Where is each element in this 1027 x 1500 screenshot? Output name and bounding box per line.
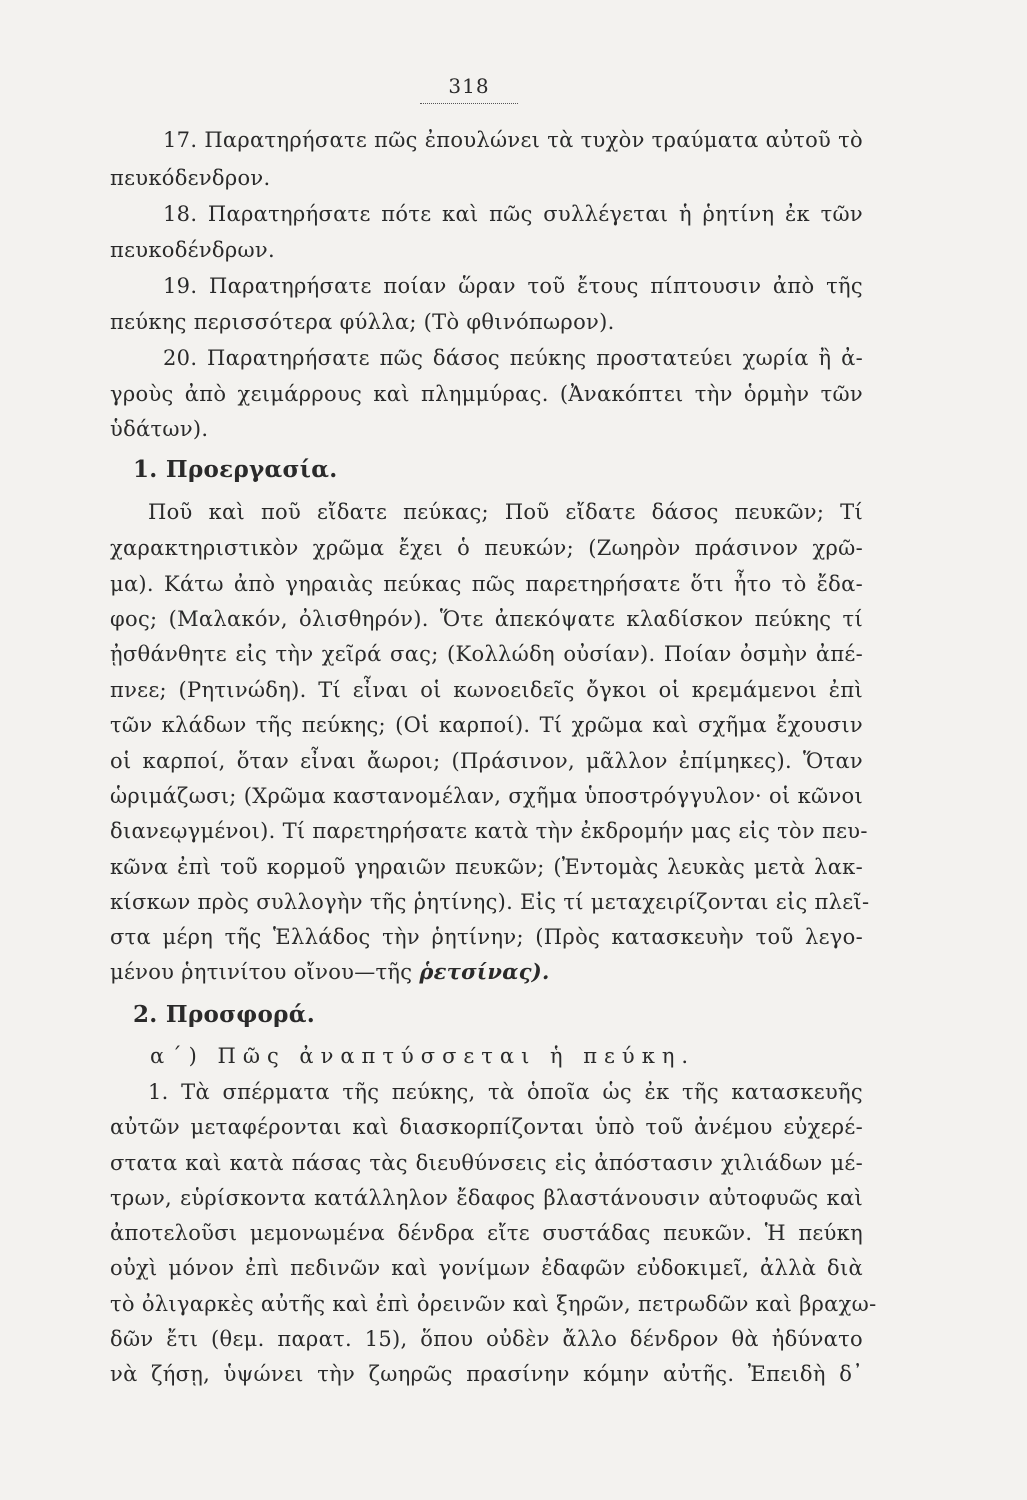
text-line: γροὺς ἀπὸ χειμάρρους καὶ πλημμύρας. (Ἀνακόπτει τὴν ὁρμὴν τῶν xyxy=(110,382,863,406)
text-line: τῶν κλάδων τῆς πεύκης; (Οἱ καρποί). Τί χρῶμα καὶ σχῆμα ἔχουσιν xyxy=(110,713,863,737)
text-line: 17. Παρατηρήσατε πῶς ἐπουλώνει τὰ τυχὸν τραύματα αὐτοῦ τὸ xyxy=(163,128,863,152)
text-line: οἱ καρποί, ὅταν εἶναι ἄωροι; (Πράσινον, μᾶλλον ἐπίμηκες). Ὅταν xyxy=(110,749,863,773)
text-line: αὐτῶν μεταφέρονται καὶ διασκορπίζονται ὑπὸ τοῦ ἀνέμου εὐχερέ- xyxy=(110,1115,863,1139)
text-line: 19. Παρατηρήσατε ποίαν ὥραν τοῦ ἔτους πίπτουσιν ἀπὸ τῆς xyxy=(163,274,863,298)
text-line: τρων, εὑρίσκοντα κατάλληλον ἔδαφος βλαστάνουσιν αὐτοφυῶς καὶ xyxy=(110,1186,863,1210)
text-span: μένου ῥητινίτου οἴνου—τῆς xyxy=(110,960,413,984)
text-line: 18. Παρατηρήσατε πότε καὶ πῶς συλλέγεται ἡ ῥητίνη ἐκ τῶν xyxy=(163,202,863,226)
text-line: 20. Παρατηρήσατε πῶς δάσος πεύκης προστατεύει χωρία ἢ ἀ- xyxy=(163,346,863,370)
text-line: πνεε; (Ρητινώδη). Τί εἶναι οἱ κωνοειδεῖς ὄγκοι οἱ κρεμάμενοι ἐπὶ xyxy=(110,678,863,702)
text-line: διανεῳγμένοι). Τί παρετηρήσατε κατὰ τὴν ἐκδρομήν μας εἰς τὸν πευ- xyxy=(110,819,868,843)
text-line: ἀποτελοῦσι μεμονωμένα δένδρα εἴτε συστάδας πευκῶν. Ἡ πεύκη xyxy=(110,1221,863,1245)
text-line: φος; (Μαλακόν, ὀλισθηρόν). Ὅτε ἀπεκόψατε κλαδίσκον πεύκης τί xyxy=(110,607,863,631)
text-line: ὑδάτων). xyxy=(110,417,209,441)
text-line: οὐχὶ μόνον ἐπὶ πεδινῶν καὶ γονίμων ἐδαφῶν εὐδοκιμεῖ, ἀλλὰ διὰ xyxy=(110,1256,863,1280)
text-line: δῶν ἔτι (θεμ. παρατ. 15), ὅπου οὐδὲν ἄλλο δένδρον θὰ ἠδύνατο xyxy=(110,1327,863,1351)
section-heading-proergasia: 1. Προεργασία. xyxy=(133,456,338,483)
text-line: Ποῦ καὶ ποῦ εἴδατε πεύκας; Ποῦ εἴδατε δάσος πευκῶν; Τί xyxy=(148,500,863,524)
text-line xyxy=(110,1395,863,1425)
text-line: πεύκης περισσότερα φύλλα; (Τὸ φθινόπωρον). xyxy=(110,310,615,334)
text-line: πευκόδενδρον. xyxy=(110,166,271,190)
text-line: 1. Τὰ σπέρματα τῆς πεύκης, τὰ ὁποῖα ὡς ἐκ τῆς κατασκευῆς xyxy=(148,1080,863,1104)
text-line: νὰ ζήσῃ, ὑψώνει τὴν ζωηρῶς πρασίνην κόμην αὐτῆς. Ἐπειδὴ δ᾽ xyxy=(110,1362,863,1386)
text-line: στατα καὶ κατὰ πάσας τὰς διευθύνσεις εἰς ἀπόστασιν χιλιάδων μέ- xyxy=(110,1151,863,1175)
text-line: κῶνα ἐπὶ τοῦ κορμοῦ γηραιῶν πευκῶν; (Ἐντομὰς λευκὰς μετὰ λακ- xyxy=(110,855,863,879)
text-line: ᾐσθάνθητε εἰς τὴν χεῖρά σας; (Κολλώδη οὐσίαν). Ποίαν ὀσμὴν ἀπέ- xyxy=(110,642,863,666)
text-line: κίσκων πρὸς συλλογὴν τῆς ῥητίνης). Εἰς τί μεταχειρίζονται εἰς πλεῖ- xyxy=(110,890,870,914)
text-line: τὸ ὀλιγαρκὲς αὐτῆς καὶ ἐπὶ ὀρεινῶν καὶ ξηρῶν, πετρωδῶν καὶ βραχω- xyxy=(110,1292,877,1316)
text-line: μα). Κάτω ἀπὸ γηραιὰς πεύκας πῶς παρετηρήσατε ὅτι ἦτο τὸ ἔδα- xyxy=(110,572,863,596)
text-line: χαρακτηριστικὸν χρῶμα ἔχει ὁ πευκών; (Ζωηρὸν πράσινον χρῶ- xyxy=(110,536,863,560)
page-number-rule xyxy=(420,103,518,104)
page-number: 318 xyxy=(448,74,490,98)
text-line xyxy=(110,957,550,987)
text-line: ὡριμάζωσι; (Χρῶμα καστανομέλαν, σχῆμα ὑποστρόγγυλον· οἱ κῶνοι xyxy=(110,784,863,808)
text-line: πευκοδένδρων. xyxy=(110,238,275,262)
section-heading-prosfora: 2. Προσφορά. xyxy=(133,1001,316,1028)
subsection-title: α΄) Πῶς ἀναπτύσσεται ἡ πεύκη. xyxy=(150,1044,696,1068)
emphasis-retsina: ῥετσίνας). xyxy=(419,959,550,984)
text-line: στα μέρη τῆς Ἑλλάδος τὴν ῥητίνην; (Πρὸς κατασκευὴν τοῦ λεγο- xyxy=(110,925,863,949)
